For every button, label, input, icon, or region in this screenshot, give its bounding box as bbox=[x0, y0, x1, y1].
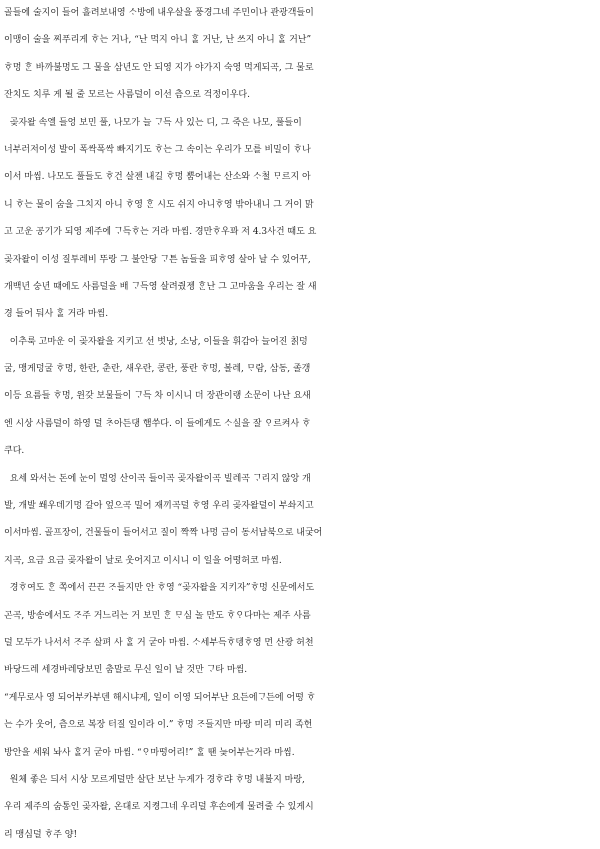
text-line: 개백년 숭년 때에도 사름덜을 배 ᄀᆞ득영 살려줬젱 ᄒᆞᆫ난 그 고마움을 우리는 잘 새 bbox=[4, 281, 317, 292]
text-line: 이서마씸. 골프장이, 건물들이 들어서고 질이 짝짝 나멍 금이 동서남북으로 내궂어 bbox=[4, 528, 323, 539]
text-line: 이서 마씸. 나모도 풀들도 ᄒᆞ건 살젠 내길 ᄒᆞ멍 뿜어내는 산소와 ᄉᆞ철 ᄆᆞ르지 아 bbox=[4, 172, 311, 183]
text-line: 고 고운 공기가 되영 제주에 ᄀᆞ득ᄒᆞ는 거라 마씸. 경만ᄒᆞ우꽈 저 4.3사건 때도 요 bbox=[4, 227, 317, 238]
text-line: 우리 제주의 숨통인 곶자왈, 온대로 지켱그네 우리덜 후손에게 물려줄 수 있게시 bbox=[4, 802, 314, 813]
text-line: 곤곡, 방송에서도 ᄌᆞ주 거느리는 거 보민 ᄒᆞᆫ ᄆᆞ심 놀 만도 ᄒᆞᄋᆞ다마는 제주 사름 bbox=[4, 610, 311, 621]
text-line: 는 수가 웃어, 츰으로 복장 터질 일이라 이.” ᄒᆞ멍 ᄌᆞ들지만 마랑 미리 미리 족헌 bbox=[4, 720, 313, 731]
text-line: 발, 개발 쐐우데기멍 갈아 엎으곡 밀어 재끼곡덜 ᄒᆞ영 우리 곶자왈덜이 부솨지고 bbox=[4, 501, 314, 512]
text-line: 경 들어 둬사 ᄒᆞᆯ 거라 마씸. bbox=[4, 309, 109, 320]
text-line: 엔 시상 사름덜이 하영 덜 ᄎᆞ아든댕 햄쑤다. 이 들에게도 ᄉᆞ실을 잘 ᄋᆞ르켜사 ᄒᆞ bbox=[4, 418, 311, 429]
text-line: 지곡, 요금 요금 곶자왈이 날로 웃어지고 이시니 이 일을 어떵허코 마씸. bbox=[4, 555, 282, 566]
text-line: 이추룩 고마운 이 곶자왈을 지키고 선 벗낭, 소낭, 이들을 휘감아 늘어진 칡덩 bbox=[4, 336, 308, 347]
text-line: 요세 와서는 돈에 눈이 멀엉 산이곡 들이곡 곶자왈이곡 빌레곡 ᄀᆞ리지 않앙 개 bbox=[4, 473, 311, 484]
text-line: 너부러저이성 발이 폭싹폭싹 빠지기도 ᄒᆞ는 그 속이는 우리가 모를 비밀이 ᄒᆞ나 bbox=[4, 144, 311, 155]
text-line: ᄒᆞ멍 ᄒᆞᆫ 바까불멍도 그 물을 삼년도 안 되영 지가 야가지 숙영 먹게되곡, 그 물로 bbox=[4, 62, 314, 73]
text-line: 골들에 술지이 들어 흘려보내영 ᄉᆞ방에 내우살을 풍경그네 주민이나 관광객들이 bbox=[4, 8, 314, 18]
text-line: 경ᄒᆞ여도 ᄒᆞᆫ 쪽에서 끈끈 ᄌᆞ들지만 안 ᄒᆞ영 “곶자왈을 지키자”ᄒᆞ멍 신문에서도 bbox=[4, 583, 315, 594]
text-line: 니 ᄒᆞ는 물이 숨을 그치지 아니 ᄒᆞ영 ᄒᆞᆫ 시도 쉬지 아니ᄒᆞ영 밖아내니 그 거이 맑 bbox=[4, 199, 314, 210]
text-line: 곶자왈이 이성 질투레비 뚜랑 그 불안당 ᄀᆞ튼 놈들을 피ᄒᆞ영 살아 날 수 있어꾸, bbox=[4, 254, 311, 265]
text-line: 덜 모두가 나서서 ᄌᆞ주 살펴 사 ᄒᆞᆯ 거 굳아 마씸. ᄉᆞ세부득ᄒᆞ뎅ᄒᆞ영 먼 산광 허천 bbox=[4, 637, 314, 648]
text-line: 쿠다. bbox=[4, 446, 25, 457]
document-page bbox=[4, 0, 596, 849]
text-line: 이등 요름들 ᄒᆞ멍, 윈갖 보물들이 ᄀᆞ득 차 이시니 더 장관이랭 소문이 나난 요새 bbox=[4, 391, 311, 402]
text-line: 굴, 맹게덩굴 ᄒᆞ멍, 한란, 춘란, 새우란, 콩란, 풍란 ᄒᆞ멍, 볼레, ᄆᆞ람, 삼동, 졸갱 bbox=[4, 364, 311, 375]
text-line: 잔치도 치루 게 될 줄 모르는 사름덜이 이선 츰으로 걱정이우다. bbox=[4, 90, 250, 101]
text-line: 이맹이 술을 찌푸리게 ᄒᆞ는 거나, “난 먹지 아니 ᄒᆞᆯ 거난, 난 쓰지 아니 ᄒᆞᆯ 거난” bbox=[4, 35, 312, 46]
text-line: 방안을 세워 놔사 ᄒᆞᆯ거 굳아 마씸. “ᄋᆞ마떵어리!” ᄒᆞᆯ 땐 늦어부는거라 마씸. bbox=[4, 747, 295, 758]
text-line: 곶자왈 속엘 들엉 보민 풀, 나모가 늘 ᄀᆞ득 사 있는 디, 그 죽은 나모, 풀들이 bbox=[4, 117, 302, 128]
text-line: 바당드레 세경바레당보민 춤말로 무신 일이 날 것만 ᄀᆞ타 마씸. bbox=[4, 665, 248, 676]
text-line: “게무로사 영 되어부카부덴 해시냐게, 일이 이영 되어부난 요든에ᄀᆞ든에 어떵 ᄒᆞ bbox=[4, 692, 316, 703]
text-line: 리 맹심덜 ᄒᆞ주 양! bbox=[4, 829, 78, 840]
text-line: 원체 좋은 듸서 시상 모르게덜만 살단 보난 누게가 경ᄒᆞ랴 ᄒᆞ멍 내불지 마랑, bbox=[4, 774, 305, 785]
